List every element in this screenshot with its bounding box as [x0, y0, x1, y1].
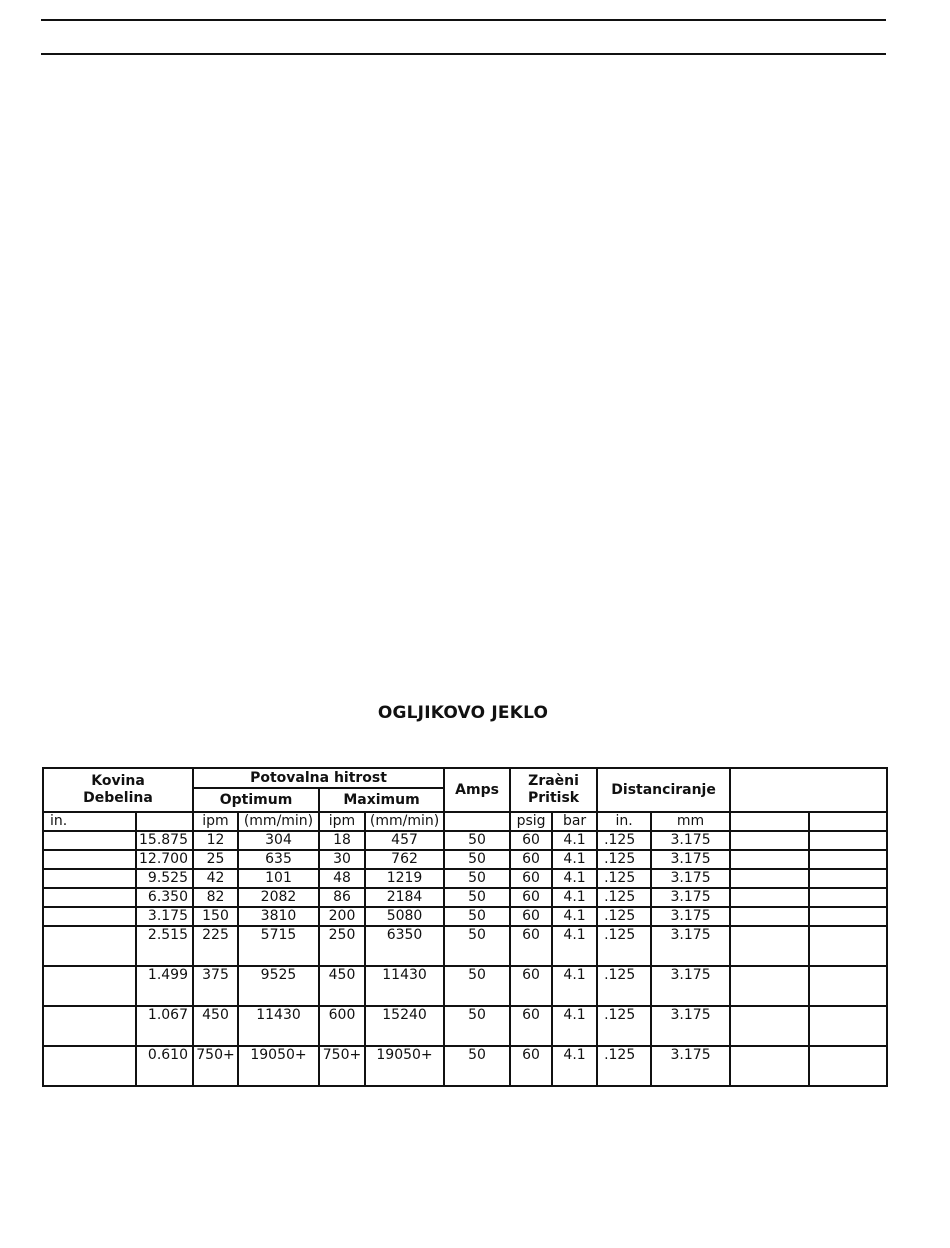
maximum-header: Maximum	[319, 788, 444, 812]
dist-mm-value: 3.175	[651, 907, 730, 926]
pritisk-label: Pritisk	[528, 790, 580, 806]
bar-value: 4.1	[552, 850, 597, 869]
bar-value: 4.1	[552, 831, 597, 850]
table-row	[43, 966, 887, 1006]
unit-blank-1	[730, 812, 809, 831]
max-mm-min: 11430	[365, 966, 444, 1006]
unit-in-dist: in.	[597, 812, 651, 831]
psig-value: 60	[510, 831, 552, 850]
blank-header-cell	[730, 768, 887, 812]
max-mm-min: 15240	[365, 1006, 444, 1046]
dist-in-value: .125	[597, 1006, 651, 1046]
dist-mm-value: 3.175	[651, 1046, 730, 1086]
kovina-label: Kovina	[91, 773, 145, 789]
dist-in-value: .125	[597, 1046, 651, 1086]
table-row	[43, 850, 887, 869]
header-rule	[41, 53, 886, 55]
opt-ipm: 375	[193, 966, 238, 1006]
unit-blank-2	[809, 812, 887, 831]
max-mm-min: 5080	[365, 907, 444, 926]
bar-value: 4.1	[552, 966, 597, 1006]
dist-mm-value: 3.175	[651, 831, 730, 850]
bar-value: 4.1	[552, 1006, 597, 1046]
psig-value: 60	[510, 926, 552, 966]
opt-mm-min: 3810	[238, 907, 319, 926]
thickness-mm: 1.499	[136, 966, 193, 1006]
opt-ipm: 82	[193, 888, 238, 907]
potovalna-hitrost-header: Potovalna hitrost	[193, 768, 444, 788]
unit-psig: psig	[510, 812, 552, 831]
psig-value: 60	[510, 888, 552, 907]
psig-value: 60	[510, 869, 552, 888]
opt-ipm: 12	[193, 831, 238, 850]
amps-value: 50	[444, 1046, 510, 1086]
dist-mm-value: 3.175	[651, 869, 730, 888]
unit-mm-min-max: (mm/min)	[365, 812, 444, 831]
opt-mm-min: 635	[238, 850, 319, 869]
dist-in-value: .125	[597, 966, 651, 1006]
table-row	[43, 831, 887, 850]
max-ipm: 750+	[319, 1046, 365, 1086]
dist-mm-value: 3.175	[651, 966, 730, 1006]
max-ipm: 18	[319, 831, 365, 850]
dist-in-value: .125	[597, 831, 651, 850]
max-ipm: 30	[319, 850, 365, 869]
unit-mm-blank	[136, 812, 193, 831]
thickness-mm: 2.515	[136, 926, 193, 966]
thickness-mm: 6.350	[136, 888, 193, 907]
max-mm-min: 762	[365, 850, 444, 869]
amps-value: 50	[444, 831, 510, 850]
dist-mm-value: 3.175	[651, 926, 730, 966]
max-ipm: 200	[319, 907, 365, 926]
max-mm-min: 2184	[365, 888, 444, 907]
opt-ipm: 750+	[193, 1046, 238, 1086]
dist-in-value: .125	[597, 888, 651, 907]
thickness-mm: 15.875	[136, 831, 193, 850]
thickness-mm: 12.700	[136, 850, 193, 869]
opt-mm-min: 9525	[238, 966, 319, 1006]
amps-value: 50	[444, 850, 510, 869]
optimum-header: Optimum	[193, 788, 319, 812]
psig-value: 60	[510, 1006, 552, 1046]
max-ipm: 48	[319, 869, 365, 888]
kovina-debelina-header	[43, 768, 193, 812]
dist-in-value: .125	[597, 869, 651, 888]
amps-value: 50	[444, 888, 510, 907]
opt-mm-min: 304	[238, 831, 319, 850]
unit-mm-dist: mm	[651, 812, 730, 831]
max-ipm: 86	[319, 888, 365, 907]
unit-bar: bar	[552, 812, 597, 831]
dist-in-value: .125	[597, 926, 651, 966]
bar-value: 4.1	[552, 1046, 597, 1086]
psig-value: 60	[510, 1046, 552, 1086]
max-ipm: 450	[319, 966, 365, 1006]
opt-ipm: 150	[193, 907, 238, 926]
unit-amps-blank	[444, 812, 510, 831]
amps-value: 50	[444, 1006, 510, 1046]
table-row	[43, 1006, 887, 1046]
amps-value: 50	[444, 966, 510, 1006]
dist-mm-value: 3.175	[651, 1006, 730, 1046]
opt-mm-min: 11430	[238, 1006, 319, 1046]
psig-value: 60	[510, 907, 552, 926]
amps-header: Amps	[444, 768, 510, 812]
top-rule	[41, 19, 886, 21]
max-mm-min: 19050+	[365, 1046, 444, 1086]
unit-ipm-max: ipm	[319, 812, 365, 831]
opt-ipm: 42	[193, 869, 238, 888]
dist-mm-value: 3.175	[651, 850, 730, 869]
opt-ipm: 225	[193, 926, 238, 966]
table-row	[43, 869, 887, 888]
cutting-parameters-table	[42, 767, 888, 1087]
bar-value: 4.1	[552, 869, 597, 888]
psig-value: 60	[510, 850, 552, 869]
table-row	[43, 888, 887, 907]
opt-mm-min: 101	[238, 869, 319, 888]
bar-value: 4.1	[552, 926, 597, 966]
debelina-label: Debelina	[83, 790, 153, 806]
opt-mm-min: 2082	[238, 888, 319, 907]
table-row	[43, 907, 887, 926]
unit-ipm: ipm	[193, 812, 238, 831]
opt-mm-min: 19050+	[238, 1046, 319, 1086]
dist-mm-value: 3.175	[651, 888, 730, 907]
opt-mm-min: 5715	[238, 926, 319, 966]
dist-in-value: .125	[597, 850, 651, 869]
table-row	[43, 926, 887, 966]
dist-in-value: .125	[597, 907, 651, 926]
zraeni-label: Zraèni	[528, 773, 579, 789]
max-mm-min: 1219	[365, 869, 444, 888]
amps-value: 50	[444, 869, 510, 888]
amps-value: 50	[444, 907, 510, 926]
page-title: OGLJIKOVO JEKLO	[377, 703, 549, 723]
max-mm-min: 457	[365, 831, 444, 850]
opt-ipm: 450	[193, 1006, 238, 1046]
distanciranje-header: Distanciranje	[597, 768, 730, 812]
zracni-pritisk-header	[510, 768, 597, 812]
max-mm-min: 6350	[365, 926, 444, 966]
max-ipm: 250	[319, 926, 365, 966]
psig-value: 60	[510, 966, 552, 1006]
thickness-mm: 1.067	[136, 1006, 193, 1046]
amps-value: 50	[444, 926, 510, 966]
bar-value: 4.1	[552, 907, 597, 926]
thickness-mm: 0.610	[136, 1046, 193, 1086]
opt-ipm: 25	[193, 850, 238, 869]
unit-mm-min: (mm/min)	[238, 812, 319, 831]
thickness-mm: 3.175	[136, 907, 193, 926]
bar-value: 4.1	[552, 888, 597, 907]
table-row	[43, 1046, 887, 1086]
thickness-mm: 9.525	[136, 869, 193, 888]
unit-in: in.	[43, 812, 136, 831]
max-ipm: 600	[319, 1006, 365, 1046]
